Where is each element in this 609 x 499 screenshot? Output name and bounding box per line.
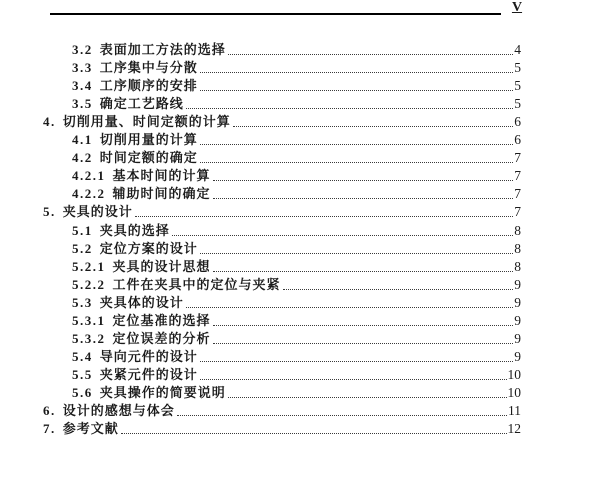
toc-entry[interactable]	[43, 220, 521, 238]
toc-entry-title: 导向元件的设计	[99, 348, 198, 364]
toc-entry[interactable]	[43, 76, 521, 94]
toc-entry-number: 5.2	[72, 240, 93, 256]
toc-entry-number: 5.2.2	[72, 276, 106, 292]
dot-leader	[186, 108, 513, 109]
dot-leader	[200, 144, 513, 145]
toc-entry-number: 5.3	[72, 294, 93, 310]
toc-entry-number: 5.3.2	[72, 330, 106, 346]
toc-entry-page: 6	[514, 132, 521, 148]
toc-entry-number: 5.5	[72, 366, 93, 382]
toc-entry-title: 表面加工方法的选择	[99, 42, 226, 58]
toc-entry-page: 9	[514, 294, 521, 310]
toc-entry-number: 5.6	[72, 384, 93, 400]
toc-entry-page: 12	[507, 421, 521, 437]
toc-entry-number: 4.2	[72, 150, 93, 166]
dot-leader	[200, 379, 507, 380]
toc-entry-page: 7	[514, 186, 521, 202]
toc-entry-title: 夹具的选择	[99, 222, 170, 238]
toc-entry[interactable]	[43, 401, 521, 419]
dot-leader	[213, 198, 514, 199]
dot-leader	[135, 216, 513, 217]
toc-entry-title: 切削用量的计算	[99, 132, 198, 148]
toc-entry-number: 7.	[43, 421, 56, 437]
toc-entry-page: 9	[514, 312, 521, 328]
dot-leader	[213, 325, 514, 326]
toc-entry-title: 定位基准的选择	[112, 312, 211, 328]
toc-entry-page: 5	[514, 78, 521, 94]
toc-entry-title: 定位误差的分析	[112, 330, 211, 346]
dot-leader	[172, 235, 513, 236]
toc-entry[interactable]	[43, 239, 521, 257]
dot-leader	[233, 126, 513, 127]
toc-entry-page: 4	[514, 42, 521, 58]
dot-leader	[200, 90, 513, 91]
toc-entry-page: 9	[514, 276, 521, 292]
toc-entry-title: 定位方案的设计	[99, 240, 198, 256]
toc-entry-page: 10	[507, 366, 521, 382]
dot-leader	[121, 433, 507, 434]
dot-leader	[228, 54, 513, 55]
toc-entry[interactable]	[43, 166, 521, 184]
toc-entry-page: 8	[514, 240, 521, 256]
toc-entry[interactable]	[43, 130, 521, 148]
toc-entry-number: 5.3.1	[72, 312, 106, 328]
toc-entry-page: 8	[514, 222, 521, 238]
toc-entry-number: 5.1	[72, 222, 93, 238]
toc-entry[interactable]	[43, 148, 521, 166]
toc-entry-page: 9	[514, 348, 521, 364]
toc-entry-title: 参考文献	[62, 421, 119, 437]
toc-entry[interactable]	[43, 329, 521, 347]
toc-entry-page: 11	[508, 402, 521, 418]
toc-entry-number: 5.2.1	[72, 258, 106, 274]
toc-entry[interactable]	[43, 383, 521, 401]
toc-entry-number: 3.2	[72, 42, 93, 58]
dot-leader	[283, 289, 514, 290]
dot-leader	[186, 307, 513, 308]
toc-entry-title: 时间定额的确定	[99, 150, 198, 166]
toc-entry-number: 6.	[43, 402, 56, 418]
toc-entry-number: 3.5	[72, 96, 93, 112]
dot-leader	[200, 361, 513, 362]
toc-entry-page: 7	[514, 168, 521, 184]
toc-entry-number: 4.	[43, 114, 56, 130]
toc-entry[interactable]	[43, 184, 521, 202]
toc-entry[interactable]	[43, 293, 521, 311]
toc-entry-title: 夹具的设计	[62, 204, 133, 220]
dot-leader	[200, 72, 513, 73]
toc-entry[interactable]	[43, 365, 521, 383]
toc-entry-page: 7	[514, 150, 521, 166]
toc-entry-title: 夹具操作的简要说明	[99, 384, 226, 400]
toc-entry[interactable]	[43, 347, 521, 365]
toc-entry[interactable]	[43, 112, 521, 130]
toc-entry-title: 辅助时间的确定	[112, 186, 211, 202]
toc-entry-title: 夹具的设计思想	[112, 258, 211, 274]
toc-entry-number: 5.4	[72, 348, 93, 364]
toc-entry[interactable]	[43, 419, 521, 437]
dot-leader	[228, 397, 507, 398]
dot-leader	[200, 253, 513, 254]
toc-entry-number: 4.2.1	[72, 168, 106, 184]
toc-entry-page: 5	[514, 96, 521, 112]
toc-entry[interactable]	[43, 94, 521, 112]
toc	[43, 40, 521, 437]
toc-entry-title: 夹紧元件的设计	[99, 366, 198, 382]
toc-entry-title: 夹具体的设计	[99, 294, 184, 310]
toc-entry-page: 7	[514, 204, 521, 220]
toc-entry-title: 设计的感想与体会	[62, 402, 175, 418]
toc-entry-title: 工件在夹具中的定位与夹紧	[112, 276, 281, 292]
toc-entry-number: 3.3	[72, 60, 93, 76]
toc-entry-page: 6	[514, 114, 521, 130]
header-page-number: V	[511, 0, 523, 15]
toc-entry-title: 工序顺序的安排	[99, 78, 198, 94]
dot-leader	[213, 271, 514, 272]
toc-entry-title: 确定工艺路线	[99, 96, 184, 112]
dot-leader	[200, 162, 513, 163]
toc-entry[interactable]	[43, 40, 521, 58]
toc-entry[interactable]	[43, 202, 521, 220]
toc-entry[interactable]	[43, 275, 521, 293]
toc-entry-number: 3.4	[72, 78, 93, 94]
dot-leader	[213, 343, 514, 344]
dot-leader	[213, 180, 514, 181]
toc-entry-page: 8	[514, 258, 521, 274]
toc-entry-number: 4.1	[72, 132, 93, 148]
toc-entry-number: 5.	[43, 204, 56, 220]
toc-entry[interactable]	[43, 58, 521, 76]
toc-entry-title: 切削用量、时间定额的计算	[62, 114, 231, 130]
header-rule	[50, 13, 501, 15]
toc-entry-page: 9	[514, 330, 521, 346]
toc-entry-number: 4.2.2	[72, 186, 106, 202]
dot-leader	[177, 415, 507, 416]
toc-entry[interactable]	[43, 257, 521, 275]
toc-entry-page: 10	[507, 384, 521, 400]
toc-entry[interactable]	[43, 311, 521, 329]
toc-entry-page: 5	[514, 60, 521, 76]
toc-entry-title: 基本时间的计算	[112, 168, 211, 184]
toc-entry-title: 工序集中与分散	[99, 60, 198, 76]
